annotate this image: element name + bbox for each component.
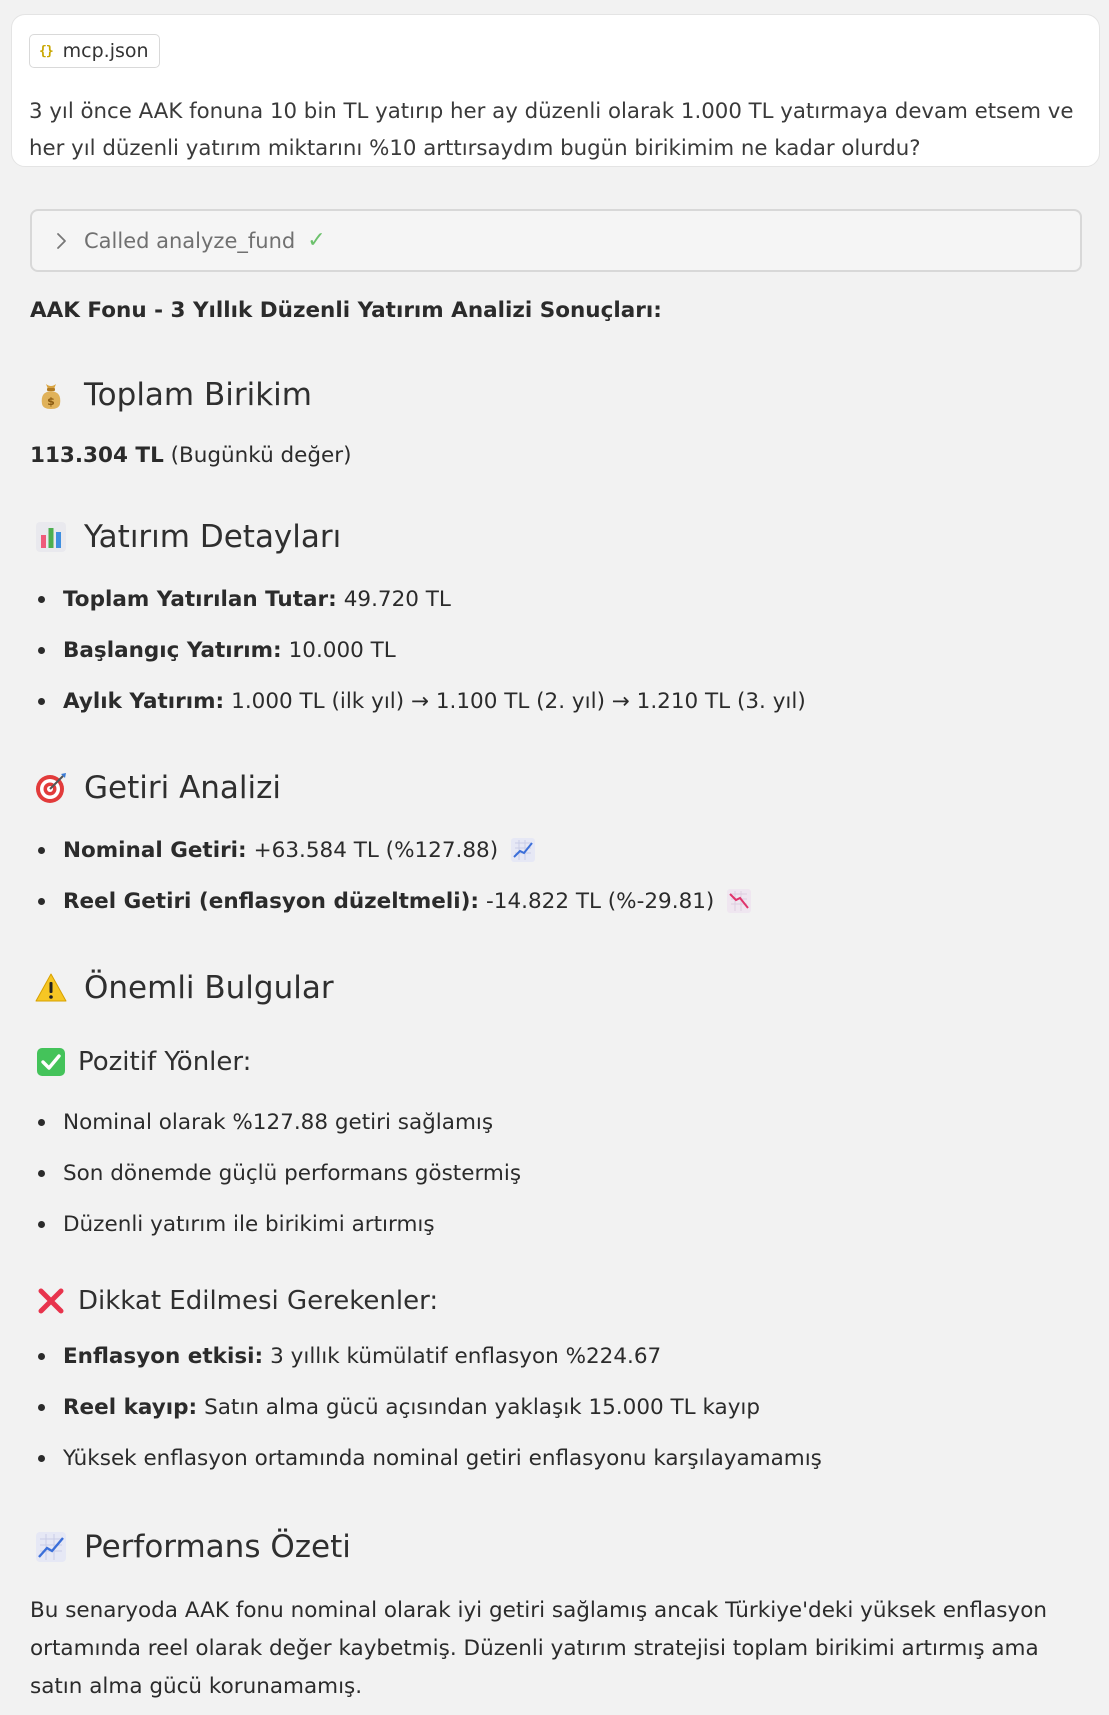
return-label: Reel Getiri (enflasyon düzeltmeli):: [63, 888, 480, 914]
list-item: [32, 888, 752, 914]
money-bag-icon: [32, 376, 70, 414]
caution-label: Reel kayıp:: [63, 1395, 198, 1420]
chart-down-icon: [726, 888, 752, 914]
detail-label: Toplam Yatırılan Tutar:: [63, 587, 337, 612]
cross-mark-icon: [34, 1284, 68, 1318]
subheading-caution-text: Dikkat Edilmesi Gerekenler:: [78, 1286, 439, 1316]
chart-up-icon: [32, 1528, 70, 1566]
user-message-text: 3 yıl önce AAK fonuna 10 bin TL yatırıp her ay düzenli olarak 1.000 TL yatırmaya devam etsem ve her yıl düzenli yatırım miktarını %10 arttırsaydım bugün birikimim ne kadar olurdu?: [29, 99, 1074, 161]
heading-returns-text: Getiri Analizi: [84, 770, 282, 806]
user-message-card: [11, 14, 1100, 167]
list-item: [32, 638, 396, 663]
warning-icon: [32, 969, 70, 1007]
subheading-positive: [34, 1045, 251, 1079]
chevron-right-icon: [50, 230, 72, 252]
tool-call-toggle[interactable]: [30, 209, 1082, 272]
subheading-caution: [34, 1284, 438, 1318]
caution-value: Satın alma gücü açısından yaklaşık 15.000 TL kayıp: [204, 1395, 761, 1420]
list-item: [32, 689, 806, 714]
heading-summary: [32, 1528, 351, 1566]
detail-label: Aylık Yatırım:: [63, 689, 225, 714]
bar-chart-icon: [32, 518, 70, 556]
svg-text:$: $: [47, 395, 55, 408]
list-item: [32, 1110, 493, 1135]
total-value: 113.304 TL: [30, 443, 164, 468]
list-item: [32, 837, 536, 863]
chart-up-icon: [510, 837, 536, 863]
detail-value: 10.000 TL: [288, 638, 396, 663]
list-item: [32, 1446, 822, 1471]
return-value: -14.822 TL (%-29.81): [486, 888, 715, 914]
summary-paragraph: Bu senaryoda AAK fonu nominal olarak iyi getiri sağlamış ancak Türkiye'deki yüksek enflasyon ortamında reel olarak değer kaybetmiş. Düzenli yatırım stratejisi toplam birikimi artırmış ama satın alma gücü korunamamış.: [30, 1598, 1047, 1699]
positive-item: Son dönemde güçlü performans göstermiş: [63, 1161, 522, 1186]
tool-call-label: Called analyze_fund: [84, 228, 296, 253]
list-item: [32, 1212, 435, 1237]
caution-value: Yüksek enflasyon ortamında nominal getiri enflasyonu karşılayamamış: [63, 1446, 822, 1471]
caution-label: Enflasyon etkisi:: [63, 1344, 264, 1369]
check-box-icon: [34, 1045, 68, 1079]
positive-item: Düzenli yatırım ile birikimi artırmış: [63, 1212, 435, 1237]
attached-file-chip[interactable]: [29, 34, 160, 68]
response-intro: AAK Fonu - 3 Yıllık Düzenli Yatırım Analizi Sonuçları:: [30, 298, 662, 323]
heading-findings-text: Önemli Bulgular: [84, 970, 334, 1006]
subheading-positive-text: Pozitif Yönler:: [78, 1047, 252, 1077]
target-icon: [32, 769, 70, 807]
json-file-icon: {}: [39, 43, 53, 59]
return-value: +63.584 TL (%127.88): [253, 837, 499, 863]
heading-details: [32, 518, 341, 556]
list-item: [32, 1395, 760, 1420]
check-icon: ✓: [307, 228, 326, 253]
heading-summary-text: Performans Özeti: [84, 1529, 351, 1565]
detail-value: 49.720 TL: [343, 587, 451, 612]
list-item: [32, 1161, 521, 1186]
list-item: [32, 587, 451, 612]
heading-returns: [32, 769, 281, 807]
heading-findings: [32, 969, 334, 1007]
positive-item: Nominal olarak %127.88 getiri sağlamış: [63, 1110, 494, 1135]
heading-total: [32, 376, 312, 414]
heading-total-text: Toplam Birikim: [84, 377, 312, 413]
return-label: Nominal Getiri:: [63, 837, 247, 863]
total-value-note: (Bugünkü değer): [170, 443, 352, 468]
total-value-line: [30, 443, 352, 468]
detail-label: Başlangıç Yatırım:: [63, 638, 282, 663]
list-item: [32, 1344, 661, 1369]
file-chip-label: mcp.json: [62, 40, 149, 62]
detail-value: 1.000 TL (ilk yıl) → 1.100 TL (2. yıl) → 1.210 TL (3. yıl): [231, 689, 806, 714]
caution-value: 3 yıllık kümülatif enflasyon %224.67: [270, 1344, 662, 1369]
heading-details-text: Yatırım Detayları: [84, 519, 342, 555]
